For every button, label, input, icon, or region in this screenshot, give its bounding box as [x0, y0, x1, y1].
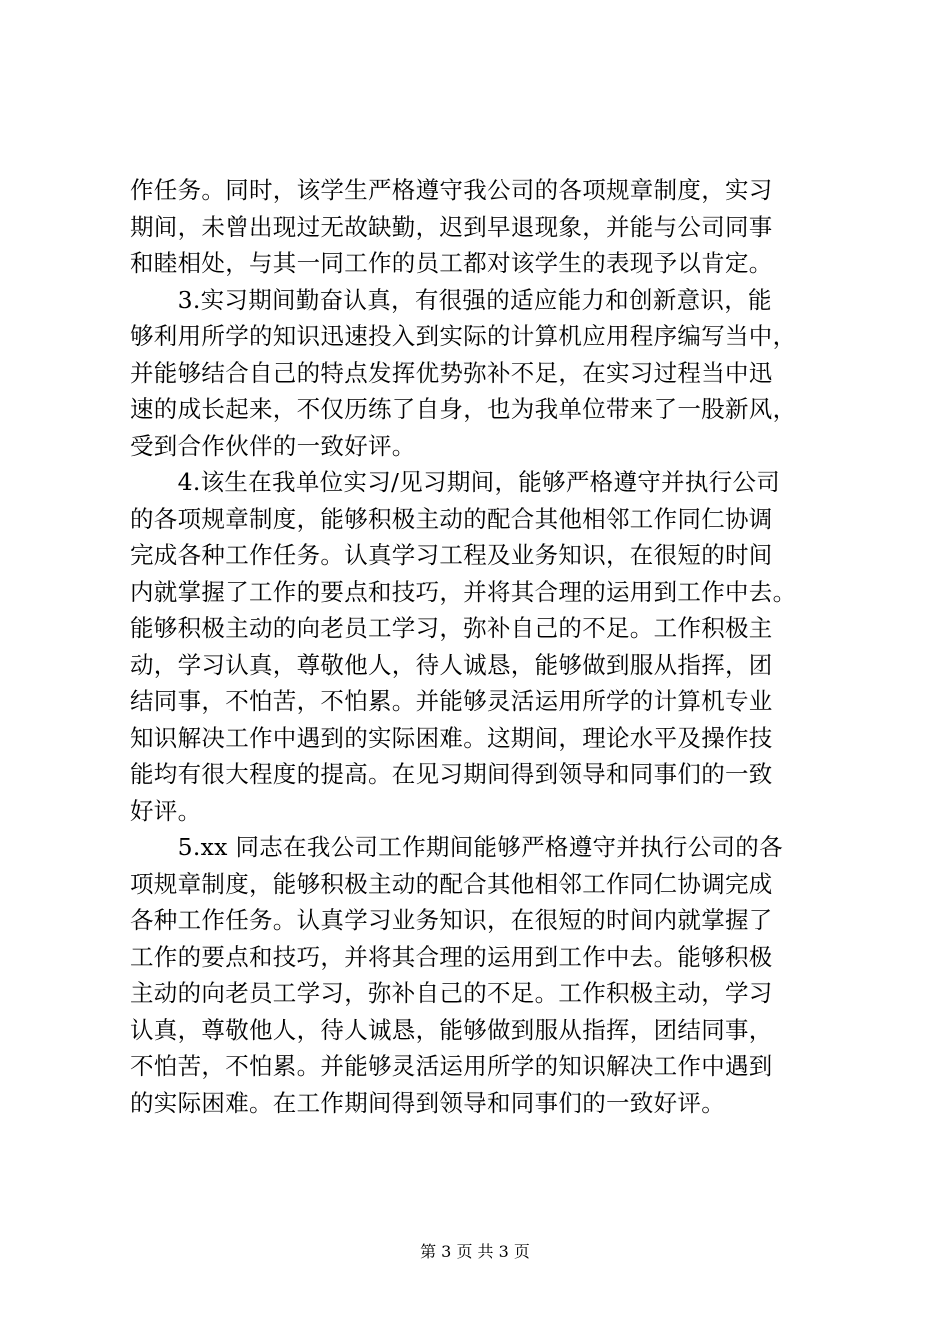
text-line: 内就掌握了工作的要点和技巧，并将其合理的运用到工作中去。	[130, 577, 797, 606]
text-line: 能均有很大程度的提高。在见习期间得到领导和同事们的一致	[130, 760, 773, 788]
text-line: 项规章制度，能够积极主动的配合其他相邻工作同仁协调完成	[130, 869, 773, 898]
text-line: 各种工作任务。认真学习业务知识，在很短的时间内就掌握了	[130, 906, 773, 934]
text-line: 期间，未曾出现过无故缺勤，迟到早退现象，并能与公司同事	[130, 212, 773, 241]
text-line: 知识解决工作中遇到的实际困难。这期间，理论水平及操作技	[130, 723, 773, 752]
text-line: 和睦相处，与其一同工作的员工都对该学生的表现予以肯定。	[130, 249, 773, 277]
text-line: 好评。	[130, 796, 202, 825]
text-line: 作任务。同时，该学生严格遵守我公司的各项规章制度，实习	[130, 176, 773, 204]
text-line: 能够积极主动的向老员工学习，弥补自己的不足。工作积极主	[130, 614, 773, 642]
text-line: 认真，尊敬他人，待人诚恳，能够做到服从指挥，团结同事，	[130, 1015, 773, 1044]
page-footer: 第 3 页 共 3 页	[420, 1242, 530, 1261]
text-line: 4.该生在我单位实习/见习期间，能够严格遵守并执行公司	[130, 468, 781, 496]
text-line: 5.xx 同志在我公司工作期间能够严格遵守并执行公司的各	[130, 833, 783, 861]
text-line: 工作的要点和技巧，并将其合理的运用到工作中去。能够积极	[130, 942, 773, 971]
text-line: 主动的向老员工学习，弥补自己的不足。工作积极主动，学习	[130, 979, 773, 1007]
text-line: 结同事，不怕苦，不怕累。并能够灵活运用所学的计算机专业	[130, 687, 773, 715]
text-line: 的实际困难。在工作期间得到领导和同事们的一致好评。	[130, 1088, 725, 1117]
text-line: 并能够结合自己的特点发挥优势弥补不足，在实习过程当中迅	[130, 358, 773, 387]
text-line: 够利用所学的知识迅速投入到实际的计算机应用程序编写当中，	[130, 322, 797, 350]
text-line: 不怕苦，不怕累。并能够灵活运用所学的知识解决工作中遇到	[130, 1052, 773, 1080]
body-text	[130, 172, 830, 1121]
text-line: 3.实习期间勤奋认真，有很强的适应能力和创新意识，能	[130, 285, 772, 314]
text-line: 受到合作伙伴的一致好评。	[130, 431, 416, 460]
text-line: 速的成长起来，不仅历练了自身，也为我单位带来了一股新风，	[130, 395, 797, 423]
text-line: 的各项规章制度，能够积极主动的配合其他相邻工作同仁协调	[130, 504, 773, 533]
text-line: 完成各种工作任务。认真学习工程及业务知识，在很短的时间	[130, 541, 773, 569]
text-line: 动，学习认真，尊敬他人，待人诚恳，能够做到服从指挥，团	[130, 650, 773, 679]
